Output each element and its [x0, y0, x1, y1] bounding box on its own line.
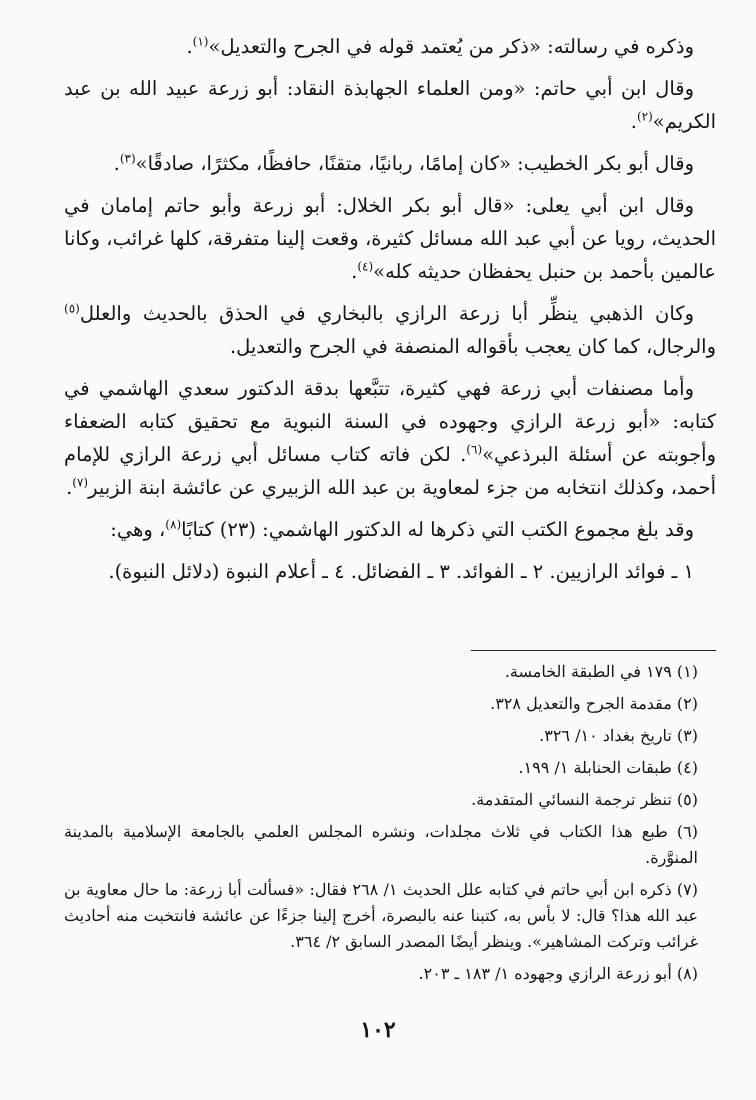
book-list: ١ ـ فوائد الرازيين. ٢ ـ الفوائد. ٣ ـ الفضائل. ٤ ـ أعلام النبوة (دلائل النبوة). [108, 560, 694, 583]
footnote-ref-3[interactable]: (٣) [119, 151, 136, 166]
footnote-ref-7[interactable]: (٧) [72, 475, 89, 490]
paragraph-7: وقد بلغ مجموع الكتب التي ذكرها له الدكتور الهاشمي: (٢٣) كتابًا$^{(٨)}$، وهي: [110, 517, 694, 541]
footnote-6: (٦) طبع هذا الكتاب في ثلاث مجلدات، ونشره المجلس العلمي بالجامعة الإسلامية بالمدينة المنوَّرة. [64, 822, 698, 867]
paragraph-2: وقال ابن أبي حاتم: «ومن العلماء الجهابذة النقاد: أبو زرعة عبيد الله بن عبد الكريم»$^{(٢)}$. [64, 77, 716, 133]
footnotes [64, 659, 716, 993]
footnote-separator [471, 650, 716, 651]
footnote-ref-4[interactable]: (٤) [357, 259, 374, 274]
footnote-3: (٣) تاريخ بغداد ١٠/ ٣٢٦. [539, 726, 698, 745]
footnote-4: (٤) طبقات الحنابلة ١/ ١٩٩. [518, 758, 698, 777]
footnote-ref-5[interactable]: (٥) [64, 301, 80, 316]
footnote-5: (٥) تنظر ترجمة النسائي المتقدمة. [471, 790, 698, 809]
footnote-ref-2[interactable]: (٢) [636, 109, 653, 124]
footnote-8: (٨) أبو زرعة الرازي وجهوده ١/ ١٨٣ ـ ٢٠٣. [418, 964, 698, 983]
footnote-ref-1[interactable]: (١) [192, 34, 209, 49]
paragraph-1: وذكره في رسالته: «ذكر من يُعتمد قوله في الجرح والتعديل»$^{(١)}$. [186, 34, 694, 58]
footnote-1: (١) ١٧٩ في الطبقة الخامسة. [504, 662, 698, 681]
footnote-7: (٧) ذكره ابن أبي حاتم في كتابه علل الحديث ١/ ٢٦٨ فقال: «فسألت أبا زرعة: ما حال معاوية بن عبد الله هذا؟ قال: لا بأس به، كتبنا عنه بالبصرة، أخرج إلينا جزءًا عن عائشة فانتخبت منه أحاديث غرائب وتركت المشاهير». وينظر أيضًا المصدر السابق ٢/ ٣٦٤. [64, 880, 699, 951]
footnote-2: (٢) مقدمة الجرح والتعديل ٣٢٨. [490, 694, 698, 713]
footnote-ref-6[interactable]: (٦) [466, 442, 483, 457]
paragraph-6: وأما مصنفات أبي زرعة فهي كثيرة، تتبَّعها بدقة الدكتور سعدي الهاشمي في كتابه: «أبو زرعة الرازي وجهوده في السنة النبوية مع تحقيق كتابه الضعفاء وأجوبته عن أسئلة البرذعي»$^{(٦)}$. لكن فاته كتاب مسائل أبي زرعة الرازي للإمام أحمد، وكذلك انتخابه من جزء لمعاوية بن عبد الله الزبيري عن عائشة ابنة الزبير$^{(٧)}$. [64, 377, 717, 499]
paragraph-3: وقال أبو بكر الخطيب: «كان إمامًا، ربانيًا، متقنًا، حافظًا، مكثرًا، صادقًا»$^{(٣)}$. [113, 151, 694, 175]
page-number: ١٠٢ [360, 1017, 396, 1043]
main-text [64, 30, 716, 597]
footnote-ref-8[interactable]: (٨) [165, 517, 182, 532]
paragraph-4: وقال ابن أبي يعلى: «قال أبو بكر الخلال: أبو زرعة وأبو حاتم إمامان في الحديث، رويا عن أبي عبد الله مسائل كثيرة، وقعت إلينا متفرقة، كلها غرائب، وكانا عالمين بأحمد بن حنبل يحفظان حديثه كله»$^{(٤)}$. [64, 194, 716, 283]
paragraph-5: وكان الذهبي ينظِّر أبا زرعة الرازي بالبخاري في الحذق بالحديث والعلل$^{(٥)}$ والرجال، كما كان يعجب بأقواله المنصفة في الجرح والتعديل. [64, 301, 716, 358]
